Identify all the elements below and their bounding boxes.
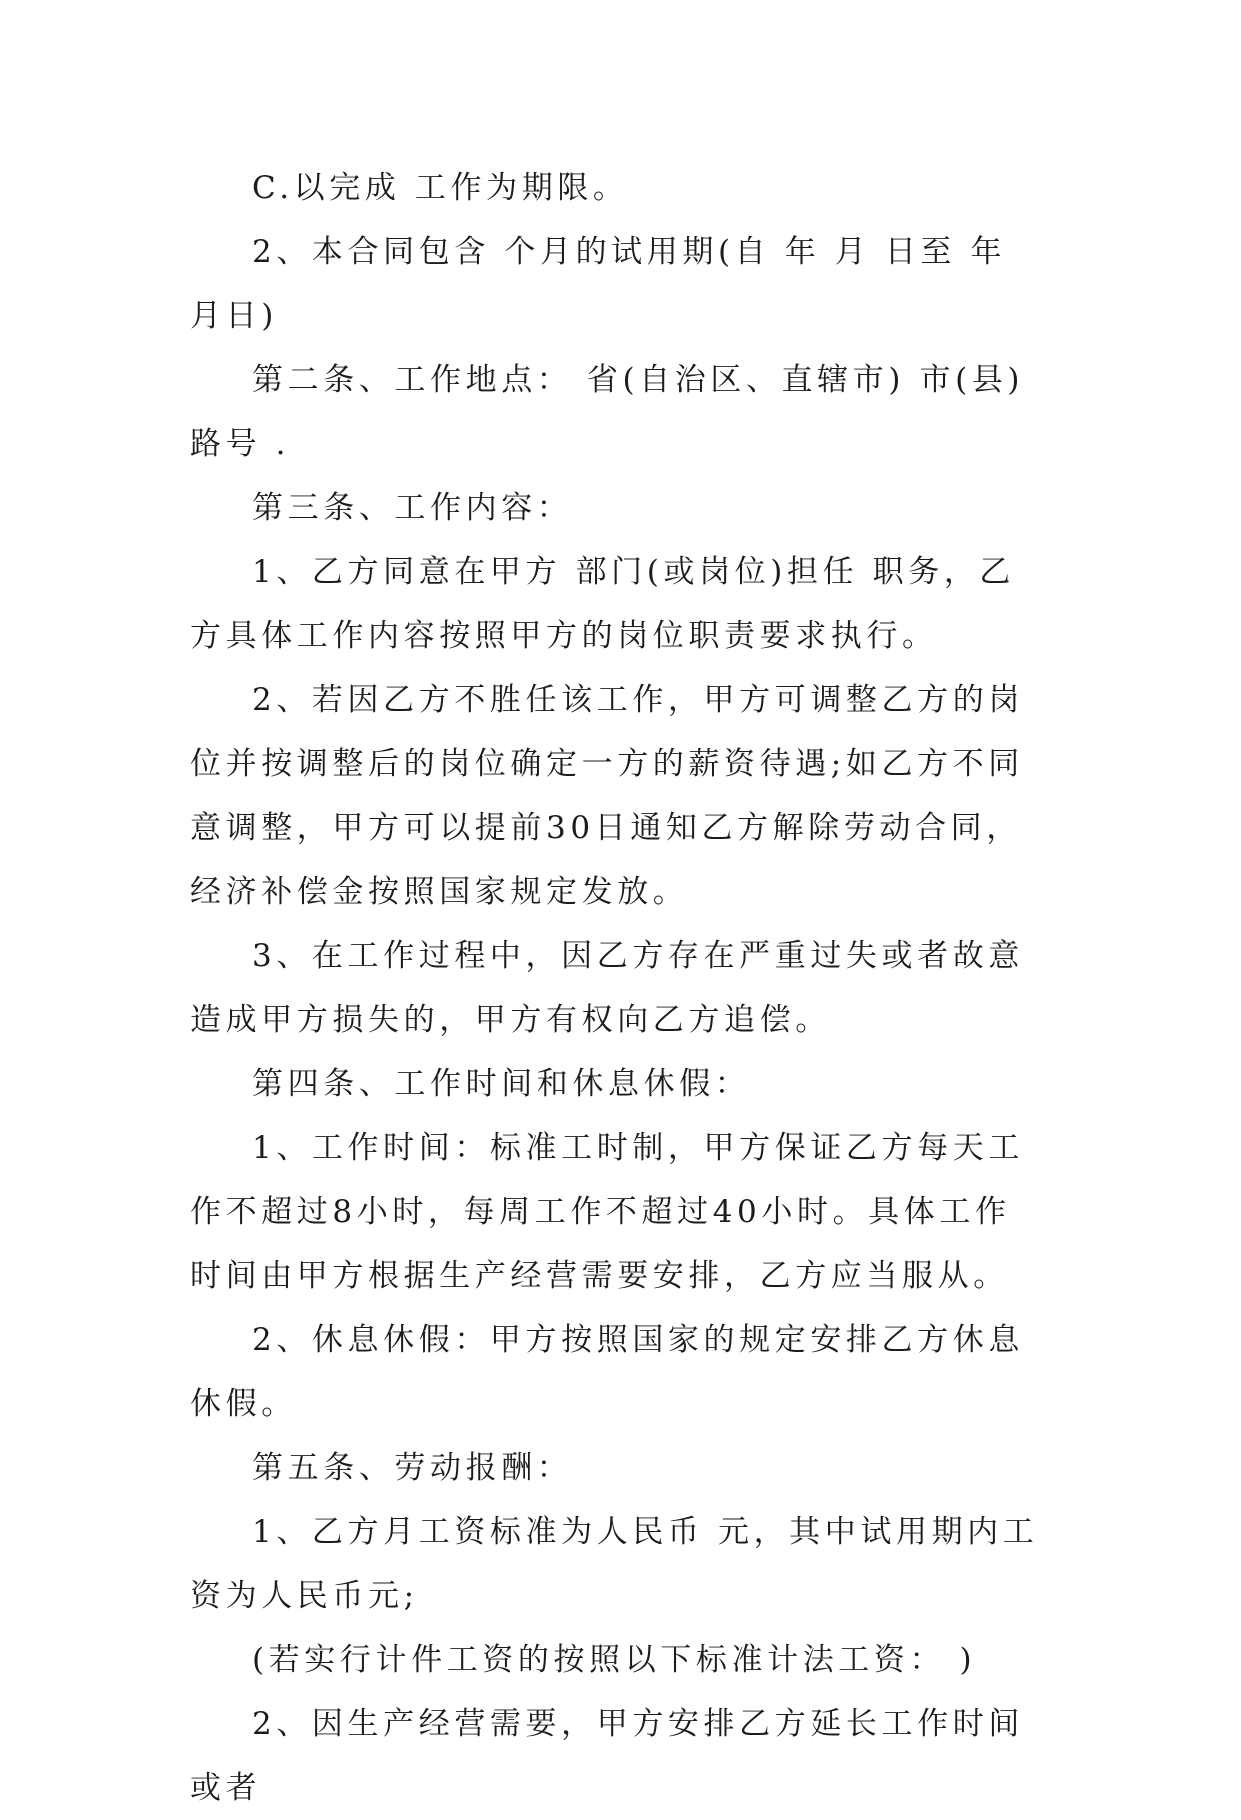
paragraph-4-2: 2、休息休假：甲方按照国家的规定安排乙方休息休假。	[190, 1322, 1024, 1422]
heading-article-5: 第五条、劳动报酬：	[252, 1450, 573, 1486]
paragraph-5-2: 2、因生产经营需要，甲方安排乙方延长工作时间或者	[190, 1706, 1024, 1806]
paragraph-4-1: 1、工作时间：标准工时制，甲方保证乙方每天工作不超过8小时，每周工作不超过40小时。具体工作时间由甲方根据生产经营需要安排，乙方应当服从。	[190, 1130, 1024, 1294]
paragraph-article-2-location: 第二条、工作地点： 省(自治区、直辖市) 市(县) 路号 .	[190, 362, 1025, 462]
paragraph-5-piecework: (若实行计件工资的按照以下标准计法工资： )	[252, 1642, 977, 1678]
paragraph-3-3: 3、在工作过程中，因乙方存在严重过失或者故意造成甲方损失的，甲方有权向乙方追偿。	[190, 938, 1024, 1038]
paragraph-3-2: 2、若因乙方不胜任该工作，甲方可调整乙方的岗位并按调整后的岗位确定一方的薪资待遇;如乙方不同意调整，甲方可以提前30日通知乙方解除劳动合同，经济补偿金按照国家规定发放。	[190, 682, 1024, 910]
heading-article-4: 第四条、工作时间和休息休假：	[252, 1066, 751, 1102]
paragraph-3-1: 1、乙方同意在甲方 部门(或岗位)担任 职务，乙方具体工作内容按照甲方的岗位职责要求执行。	[190, 554, 1016, 654]
paragraph-probation: 2、本合同包含 个月的试用期(自 年 月 日至 年 月日)	[190, 234, 1007, 334]
paragraph-5-1: 1、乙方月工资标准为人民币 元，其中试用期内工资为人民币元;	[190, 1514, 1039, 1614]
heading-article-3: 第三条、工作内容：	[252, 490, 573, 526]
paragraph-term-c: C.以完成 工作为期限。	[252, 170, 629, 206]
